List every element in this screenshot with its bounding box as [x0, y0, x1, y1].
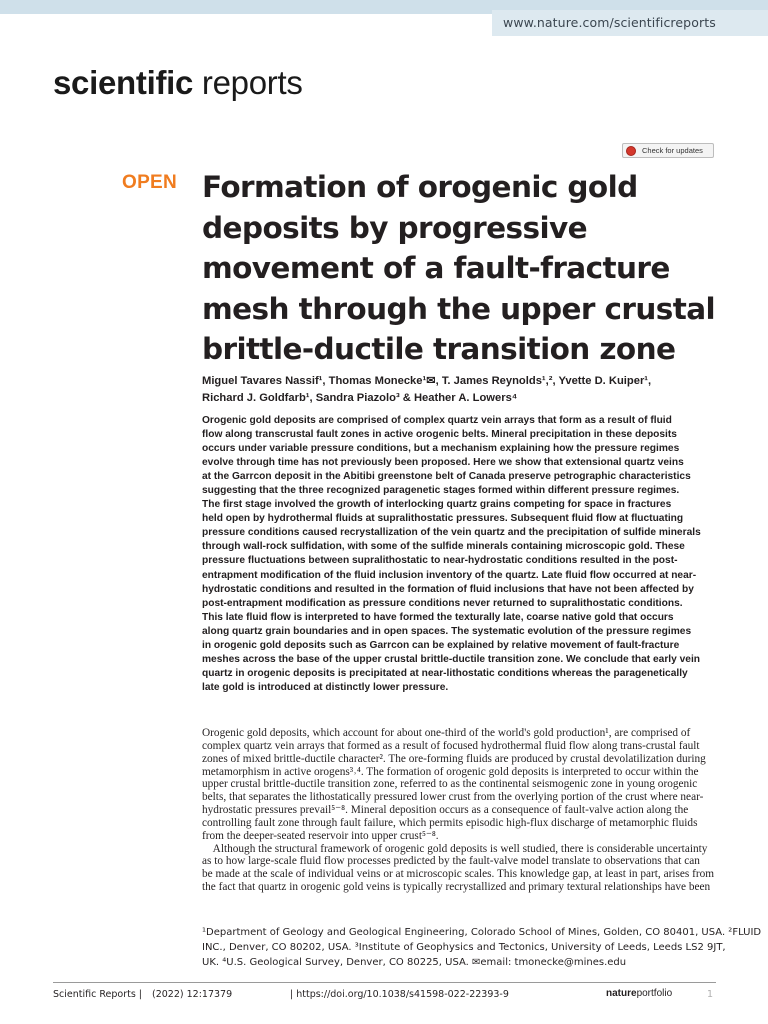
body-text: [202, 727, 722, 894]
abstract: [202, 414, 722, 695]
abstract-line: quartz in orogenic deposits is precipitated at near-lithostatic conditions whereas the paragenetically: [202, 667, 688, 679]
abstract-line: in orogenic gold deposits such as Garrcon can be explained by relative movement of fault-fracture: [202, 639, 680, 651]
article-title: [202, 167, 716, 370]
author-line: Miguel Tavares Nassif¹, Thomas Monecke¹✉, T. James Reynolds¹,², Yvette D. Kuiper¹,: [202, 375, 652, 387]
abstract-line: flow along transcrustal fault zones in active orogenic belts. Mineral precipitation in these deposits: [202, 429, 677, 441]
footer-divider: [53, 982, 716, 983]
abstract-line: through wall-rock sulfidation, with some of the sulfide minerals containing microscopic gold. These: [202, 541, 685, 553]
title-line: brittle-ductile transition zone: [202, 332, 676, 366]
body-line: metamorphism in active orogens³˒⁴. The formation of orogenic gold deposits is interpreted to occur within the: [202, 765, 699, 778]
body-line: from the deeper-seated reservoir into upper crust⁵⁻⁸.: [202, 829, 439, 842]
abstract-line: hydrostatic conditions and resulted in the formation of fluid inclusions that have not been affected by: [202, 583, 694, 595]
abstract-line: entrapment modification of the fluid inclusion inventory of the quartz. Late fluid flow occurred at near-: [202, 569, 697, 581]
affiliations: [202, 925, 762, 970]
affiliation-line: UK. ⁴U.S. Geological Survey, Denver, CO 80225, USA. ✉email: tmonecke@mines.edu: [202, 957, 627, 968]
abstract-line: at the Garrcon deposit in the Abitibi greenstone belt of Canada preserve petrographic characteristics: [202, 471, 691, 483]
journal-logo[interactable]: [53, 64, 303, 102]
doi-link[interactable]: | https://doi.org/10.1038/s41598-022-22393-9: [290, 989, 509, 1000]
author-list: [202, 373, 722, 406]
body-line: upper crustal brittle-ductile transition zone, referred to as the continental seismogenic zone in young orogenic: [202, 778, 698, 791]
affiliation-line: ¹Department of Geology and Geological Engineering, Colorado School of Mines, Golden, CO 80401, USA. ²FLUID: [202, 927, 762, 938]
footer-volume: (2022) 12:17379: [152, 989, 233, 1000]
abstract-line: suggesting that the three recognized paragenetic stages formed within different pressure regimes.: [202, 485, 680, 497]
abstract-line: This late fluid flow is interpreted to have formed the texturally late, coarse native gold that occurs: [202, 611, 674, 623]
body-line: belts, that separates the lithostatically pressured lower crust from the overlying portion of the crust where near-: [202, 791, 704, 804]
publisher-logo: [606, 988, 672, 999]
abstract-line: meshes across the base of the upper crustal brittle-ductile transition zone. We conclude that early vein: [202, 653, 700, 665]
body-line: controlling fault zone through fault failure, which permits episodic high-flux discharge of metamorphic fluids: [202, 816, 698, 829]
body-line: Although the structural framework of orogenic gold deposits is well studied, there is considerable uncertainty: [202, 842, 708, 855]
abstract-line: occurs under variable pressure conditions, but a mechanism explaining how the pressure regimes: [202, 443, 680, 455]
check-updates-label: Check for updates: [642, 146, 703, 155]
abstract-line: The first stage involved the growth of interlocking quartz grains competing for space in fractures: [202, 499, 672, 511]
crossmark-icon: [626, 146, 636, 156]
open-access-badge: OPEN: [122, 172, 178, 193]
body-line: be made at the scale of individual veins or at microscopic scales. This knowledge gap, at least in part, arises from: [202, 868, 715, 881]
abstract-line: late gold is introduced at distinctly lower pressure.: [202, 681, 449, 693]
abstract-line: post-entrapment modification as pressure conditions never returned to supralithostatic conditions.: [202, 597, 683, 609]
author-line: Richard J. Goldfarb¹, Sandra Piazolo³ & Heather A. Lowers⁴: [202, 391, 518, 404]
body-line: zones of mixed brittle-ductile character². The ore-forming fluids are produced by crustal devolatilization during: [202, 752, 706, 765]
title-line: mesh through the upper crustal: [202, 291, 716, 326]
title-line: deposits by progressive: [202, 210, 587, 245]
body-line: hydrostatic pressures prevail⁵⁻⁸. Mineral deposition occurs as a consequence of fault-valve action along the: [202, 804, 689, 817]
brand-bold: scientific: [53, 64, 194, 101]
footer-journal: Scientific Reports |: [53, 989, 143, 1000]
body-line: the fact that quartz in orogenic gold veins is typically recrystallized and primary textural relationships have been: [202, 881, 711, 894]
abstract-line: pressure conditions caused recrystallization of the vein quartz and the precipitation of sulfide minerals: [202, 527, 701, 539]
abstract-line: pressure fluctuations between supralithostatic to near-hydrostatic conditions resulted in the post-: [202, 555, 678, 567]
publisher-light: portfolio: [636, 988, 673, 999]
publisher-bold: nature: [606, 988, 637, 999]
affiliation-line: INC., Denver, CO 80202, USA. ³Institute of Geophysics and Tectonics, University of Leeds, Leeds LS2 9JT,: [202, 942, 726, 953]
journal-url-link[interactable]: www.nature.com/scientificreports: [503, 15, 716, 30]
page-number: 1: [707, 989, 714, 1000]
abstract-line: Orogenic gold deposits are comprised of complex quartz vein arrays that form as a result of fluid: [202, 415, 672, 426]
body-line: Orogenic gold deposits, which account for about one-third of the world's gold production¹, are comprised of: [202, 727, 691, 739]
title-line: Formation of orogenic gold: [202, 170, 638, 204]
abstract-line: evolve through time has not previously been proposed. Here we show that extensional quartz veins: [202, 457, 684, 469]
check-for-updates-button[interactable]: [622, 143, 714, 158]
title-line: movement of a fault-fracture: [202, 251, 670, 285]
body-line: complex quartz vein arrays that formed as a result of focused hydrothermal fluid flow along trans-crustal fault: [202, 739, 700, 752]
abstract-line: held open by hydrothermal fluids at supralithostatic pressures. Subsequent fluid flow at fluctuating: [202, 513, 684, 525]
body-line: as to how large-scale fluid flow processes predicted by the fault-valve model translate to observations that can: [202, 855, 700, 868]
abstract-line: along quartz grain boundaries and in open spaces. The systematic evolution of the pressure regimes: [202, 625, 692, 637]
brand-light: reports: [193, 64, 303, 101]
